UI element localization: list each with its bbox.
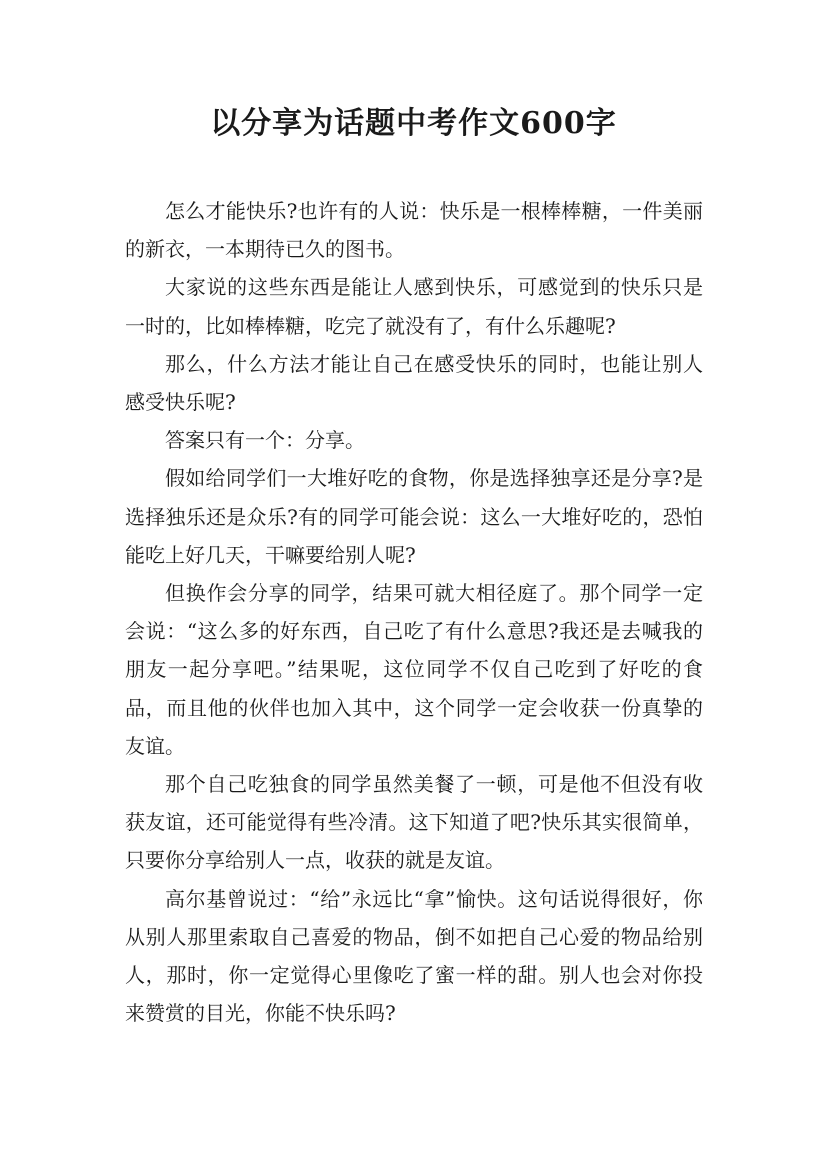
paragraph: 假如给同学们一大堆好吃的食物，你是选择独享还是分享?是选择独乐还是众乐?有的同学可能会说：这么一大堆好吃的，恐怕能吃上好几天，干嘛要给别人呢? xyxy=(125,466,703,567)
paragraph: 怎么才能快乐?也许有的人说：快乐是一根棒棒糖，一件美丽的新衣，一本期待已久的图书。 xyxy=(125,199,703,262)
document-body xyxy=(125,192,703,1032)
paragraph: 高尔基曾说过：“给”永远比“拿”愉快。这句话说得很好，你从别人那里索取自己喜爱的物品，倒不如把自己心爱的物品给别人，那时，你一定觉得心里像吃了蜜一样的甜。别人也会对你投来赞赏的目光，你能不快乐吗? xyxy=(125,886,703,1026)
paragraph: 那么，什么方法才能让自己在感受快乐的同时，也能让别人感受快乐呢? xyxy=(125,351,703,415)
paragraph: 那个自己吃独食的同学虽然美餐了一顿，可是他不但没有收获友谊，还可能觉得有些冷清。这下知道了吧?快乐其实很简单，只要你分享给别人一点，收获的就是友谊。 xyxy=(125,772,703,873)
document-title: 以分享为话题中考作文600字 xyxy=(210,106,617,141)
paragraph: 但换作会分享的同学，结果可就大相径庭了。那个同学一定会说：“这么多的好东西，自己吃了有什么意思?我还是去喊我的朋友一起分享吧。”结果呢，这位同学不仅自己吃到了好吃的食品，而且他的伙伴也加入其中，这个同学一定会收获一份真挚的友谊。 xyxy=(125,581,703,758)
paragraph: 答案只有一个：分享。 xyxy=(165,428,365,453)
paragraph: 大家说的这些东西是能让人感到快乐，可感觉到的快乐只是一时的，比如棒棒糖，吃完了就没有了，有什么乐趣呢? xyxy=(125,275,703,338)
